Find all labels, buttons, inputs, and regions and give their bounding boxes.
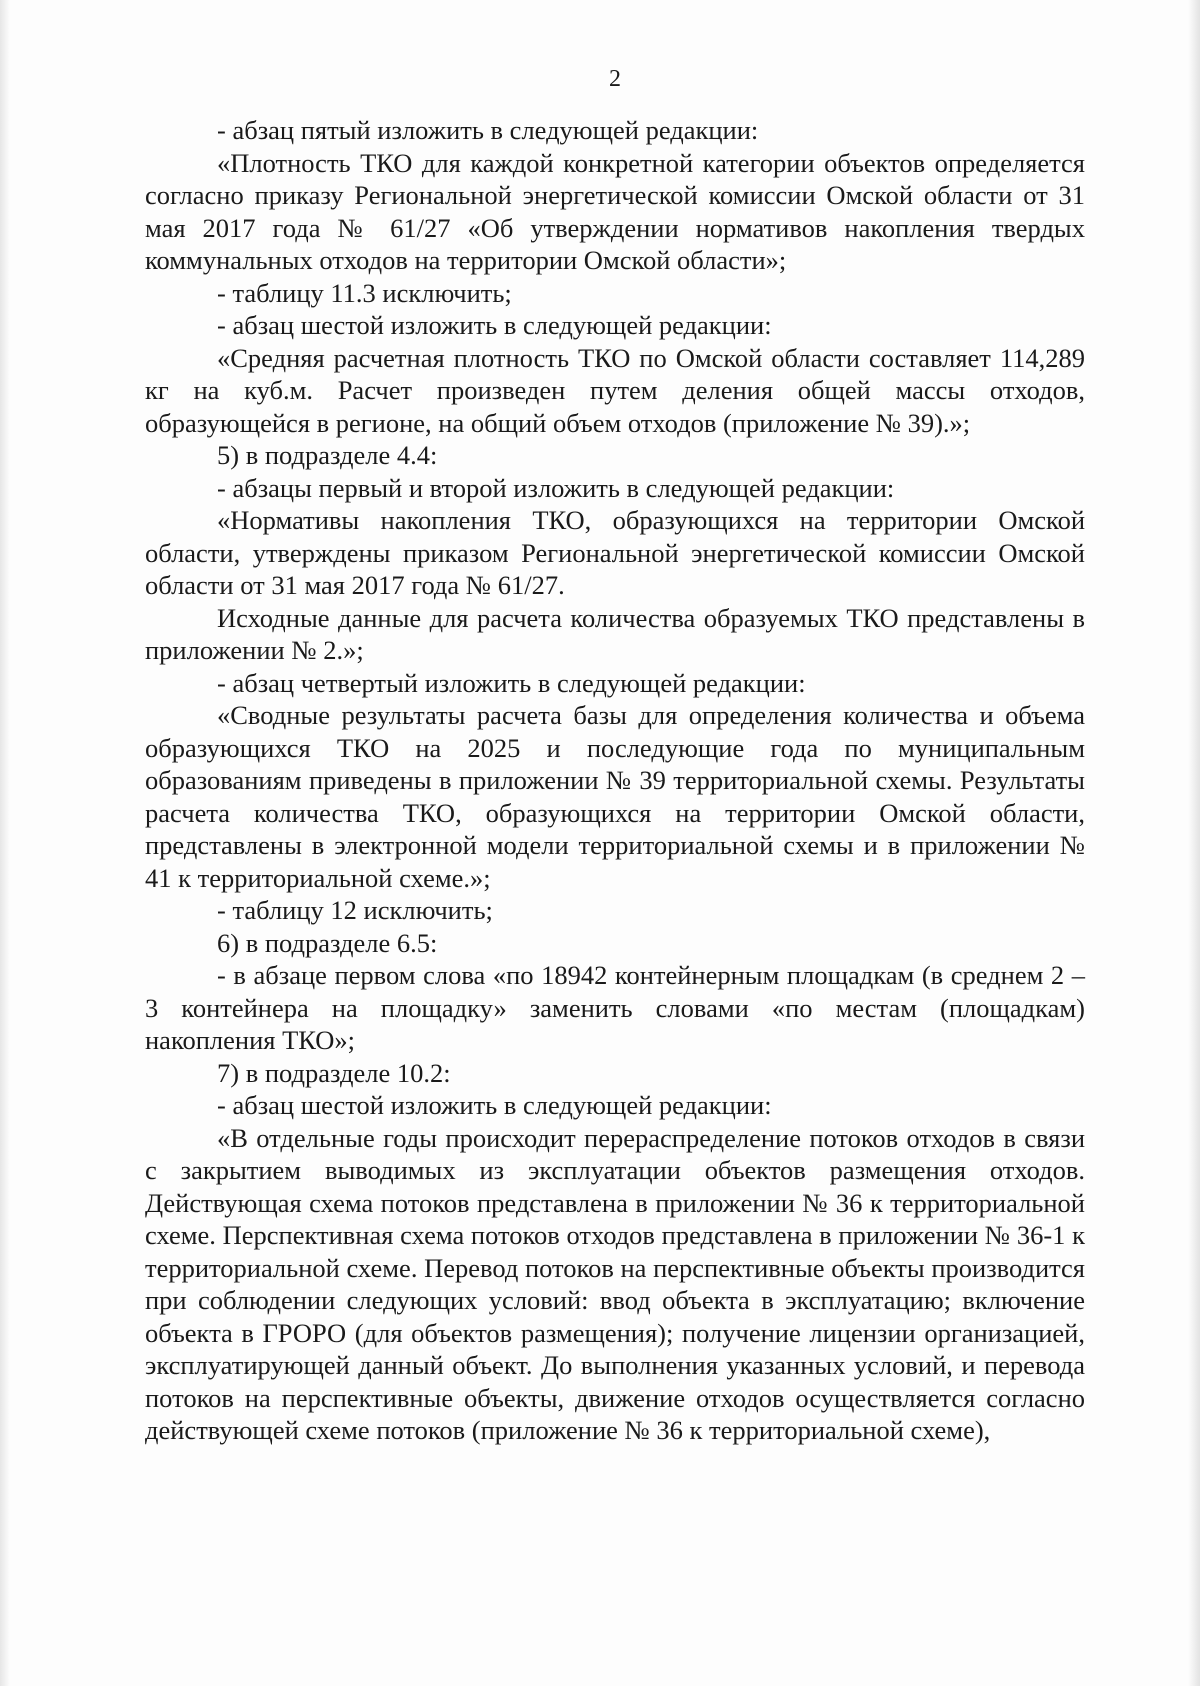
paragraph: 6) в подразделе 6.5: [217, 927, 438, 958]
paragraph: «Средняя расчетная плотность ТКО по Омской области составляет 114,289 кг на куб.м. Расчет произведен путем деления общей массы отходов, образующейся в регионе, на общий объем отходов (приложение № 39).»; [145, 342, 1085, 438]
paragraph: - абзац шестой изложить в следующей редакции: [217, 310, 772, 340]
paragraph: 5) в подразделе 4.4: [217, 440, 438, 470]
paragraph: - абзац пятый изложить в следующей редакции: [217, 115, 759, 145]
paragraph: Исходные данные для расчета количества образуемых ТКО представлены в приложении № 2.»; [145, 602, 1085, 665]
paragraph: - абзац шестой изложить в следующей редакции: [217, 1090, 772, 1120]
scan-edge-left [0, 0, 10, 1686]
paragraph: 7) в подразделе 10.2: [217, 1057, 451, 1088]
paragraph: «В отдельные годы происходит перераспределение потоков отходов в связи с закрытием выводимых из эксплуатации объектов размещения отходов. Действующая схема потоков представлена в приложении № 36 к территориальной схеме. Перспективная схема потоков отходов представлена в приложении № 36-1 к территориальной схеме. Перевод потоков на перспективные объекты производится при соблюдении следующих условий: ввод объекта в эксплуатацию; включение объекта в ГРОРО (для объектов размещения); получение лицензии организацией, эксплуатирующей данный объект. До выполнения указанных условий, и перевода потоков на перспективные объекты, движение отходов осуществляется согласно действующей схеме потоков (приложение № 36 к территориальной схеме), [145, 1122, 1085, 1445]
paragraph: - таблицу 12 исключить; [217, 895, 493, 925]
paragraph: - абзац четвертый изложить в следующей редакции: [217, 667, 806, 698]
scan-edge-right [1188, 0, 1200, 1686]
paragraph: - в абзаце первом слова «по 18942 контейнерным площадкам (в среднем 2 – 3 контейнера на площадку» заменить словами «по местам (площадкам) накопления ТКО»; [145, 960, 1085, 1055]
page-number: 2 [609, 66, 621, 92]
paragraph: «Сводные результаты расчета базы для определения количества и объема образующихся ТКО на 2025 и последующие года по муниципальным образованиям приведены в приложении № 39 территориальной схемы. Результаты расчета количества ТКО, образующихся на территории Омской области, представлены в электронной модели территориальной схемы и в приложении № 41 к территориальной схеме.»; [145, 700, 1085, 893]
paragraph: - абзацы первый и второй изложить в следующей редакции: [217, 472, 895, 503]
paragraph: «Плотность ТКО для каждой конкретной категории объектов определяется согласно приказу Региональной энергетической комиссии Омской области от 31 мая 2017 года № 61/27 «Об утверждении нормативов накопления твердых коммунальных отходов на территории Омской области»; [145, 147, 1085, 275]
document-body [145, 114, 1085, 1447]
paragraph: - таблицу 11.3 исключить; [217, 277, 512, 308]
paragraph: «Нормативы накопления ТКО, образующихся на территории Омской области, утверждены приказом Региональной энергетической комиссии Омской области от 31 мая 2017 года № 61/27. [145, 505, 1085, 600]
